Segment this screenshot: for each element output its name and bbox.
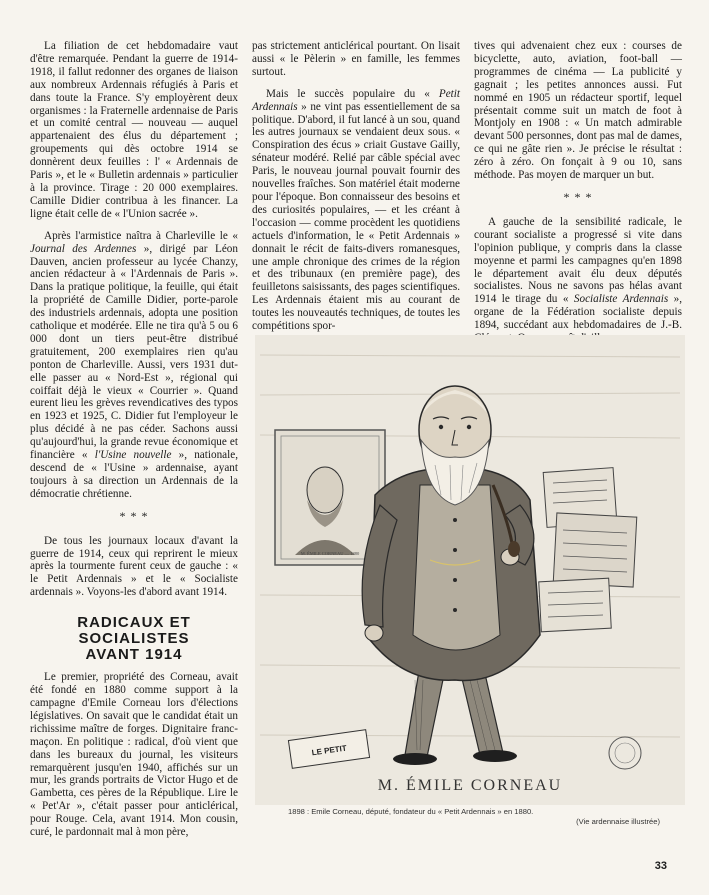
text-run: Mais le succès populaire du « — [266, 87, 439, 100]
image-caption — [288, 807, 660, 827]
paragraph — [252, 88, 460, 333]
caption-text: 1898 : Emile Corneau, député, fondateur du « Petit Ardennais » en 1880. — [288, 807, 534, 816]
paragraph: pas strictement anticlérical pourtant. On lisait aussi « le Pèlerin » en famille, les femmes surtout. — [252, 40, 460, 78]
paragraph: Le premier, propriété des Corneau, avait été fondé en 1880 comme support à la campagne d'Emile Corneau lors d'élections législatives. On savait que le candidat était un richissime maître de forges. Dignitaire franc-maçon. En politique : radical, d'où vient que dans les bureaux du journal, les visiteurs remarquèrent jusqu'en 1940, affichés sur un mur, les grands portraits de Victor Hugo et de Gambetta, ces pères de la République. Lire le « Pet'Ar », c'était passer pour anticlérical, pour Rouge. Cela, avant 1914. Mon cousin, curé, le pardonnait mal à mon père, — [30, 671, 238, 839]
paragraph: tives qui advenaient chez eux : courses de bicyclette, auto, aviation, foot-ball — programmes de cinéma — La publicité y gagnait ; les petites annonces aussi. Fut nommé en 1905 un rédacteur sportif, lequel présentait comme suit un match de foot à Montjoly en 1908 : « Un match admirable devant 500 personnes, dont pas mal de dames, ce qui ne gâte rien ». Je précise le résultat : zéro à zéro. On fonçait à 9 ou 10, sans méthode. Pas moyen de marquer un but. — [474, 40, 682, 182]
text-run: A gauche de la sensibilité radicale, le courant socialiste a progressé si vite dans l'opinion publique, y compris dans la classe moyenne et parmi les campagnes qu'en 1898 le département avait élu deux députés socialistes. Nous ne savons pas hélas avant 1914 le tirage du « — [474, 215, 682, 306]
text-run: » ne vint pas essentiellement de sa politique. D'abord, il fut lancé à un sou, quand les autres journaux se vendaient deux sous. « Conspiration des écus » criait Gustave Gailly, sénateur modéré. Relié par câble spécial avec Paris, le nouveau journal pouvait fournir des nouvelles fraîches. Son matériel était moderne pour l'époque. Bon connaisseur des besoins et des curiosités populaires, — et les créant à l'occasion — comme procèdent les quotidiens actuels d'information, le « Petit Ardennais » donnait le récit de faits-divers romanesques, une ample chronique des crimes de la région et des tribunaux (en première page), des feuilletons saisissants, des pages scientifiques. Les Ardennais étaient mis au courant de toutes les nouveautés techniques, de toutes les compétitions spor- — [252, 100, 460, 333]
newspaper-title: Petit Ardennais — [252, 87, 460, 113]
heading-line: RADICAUX ET SOCIALISTES — [77, 614, 191, 648]
paragraph — [474, 216, 682, 345]
text-run: », nationale, descend de « l'Usine » ardennaise, ayant toujours à sa direction un Ardennais de la démocratie chrétienne. — [30, 449, 239, 500]
text-column-2 — [252, 40, 460, 342]
caption-source: (Vie ardennaise illustrée) — [576, 817, 660, 826]
caricature-drawing — [255, 335, 685, 805]
caricature-illustration — [255, 335, 685, 805]
section-separator: * * * — [563, 189, 593, 204]
illustration-banner: M. ÉMILE CORNEAU — [377, 777, 563, 794]
newspaper-title: Journal des Ardennes — [30, 242, 137, 255]
text-column-1 — [30, 40, 238, 848]
text-run: Après l'armistice naîtra à Charleville le « — [44, 229, 238, 242]
paragraph: La filiation de cet hebdomadaire vaut d'être remarquée. Pendant la guerre de 1914-1918, il fallut redonner des organes de liaison aux nombreux Ardennais réfugiés à Paris et dans toute la France. S'y employèrent deux organismes : la Fraternelle ardennaise de Paris et un comité central — nouveau — auquel appartenaient des élus du département ; groupements qui dès octobre 1914 se donnèrent deux feuilles : l' « Ardennais de Paris », et le « Bulletin ardennais » particulier à la province. Tirage : 20 000 exemplaires. Camille Didier contribua à les financer. La ligne était celle de « l'Union sacrée ». — [30, 40, 238, 220]
newspaper-title: l'Usine nouvelle — [94, 449, 172, 462]
section-separator: * * * — [119, 508, 149, 523]
paragraph — [30, 230, 238, 501]
newspaper-title: Socialiste Ardennais — [573, 293, 669, 306]
portrait-caption: M. ÉMILE CORNEAU — 1880 — [300, 551, 360, 556]
text-run: », organe de la Fédération socialiste depuis 1894, succédant aux hebdomadaires de J.-B. — [474, 293, 683, 332]
text-run: », dirigé par Léon Dauven, ancien professeur au lycée Chanzy, ancien rédacteur à « l'Ardennais de Paris ». Dans la pratique politique, la feuille, qui était la propriété de Camille Didier, porte-parole des industriels ardennais, adopta une position catholique et modérée. Elle ne tira qu'à 5 ou 6 000 dont un tiers peut-être distribué gratuitement, 200 exemplaires rien qu'au ponton de Charleville. Aussi, vers 1931 dut-elle passer au « Nord-Est », régional qui coiffait déjà le vieux « Courrier ». Quand eurent lieu les grèves revendicatives des typos en 1923 et 1925, C. Didier fut l'employeur le plus décidé à ne pas céder. Sachons aussi qu'aujourd'hui, la grande revue économique et financière « — [30, 242, 238, 462]
section-heading — [30, 615, 238, 663]
page-number: 33 — [654, 860, 667, 872]
paragraph: De tous les journaux locaux d'avant la guerre de 1914, ceux qui reprirent le mieux après la tourmente furent ceux de gauche : « le Petit Ardennais » et le « Socialiste ardennais ». Voyons-les d'abord avant 1914. — [30, 534, 238, 599]
newspaper-label: LE PETIT — [311, 743, 348, 758]
heading-line: AVANT 1914 — [85, 646, 183, 664]
text-column-3 — [474, 40, 682, 354]
